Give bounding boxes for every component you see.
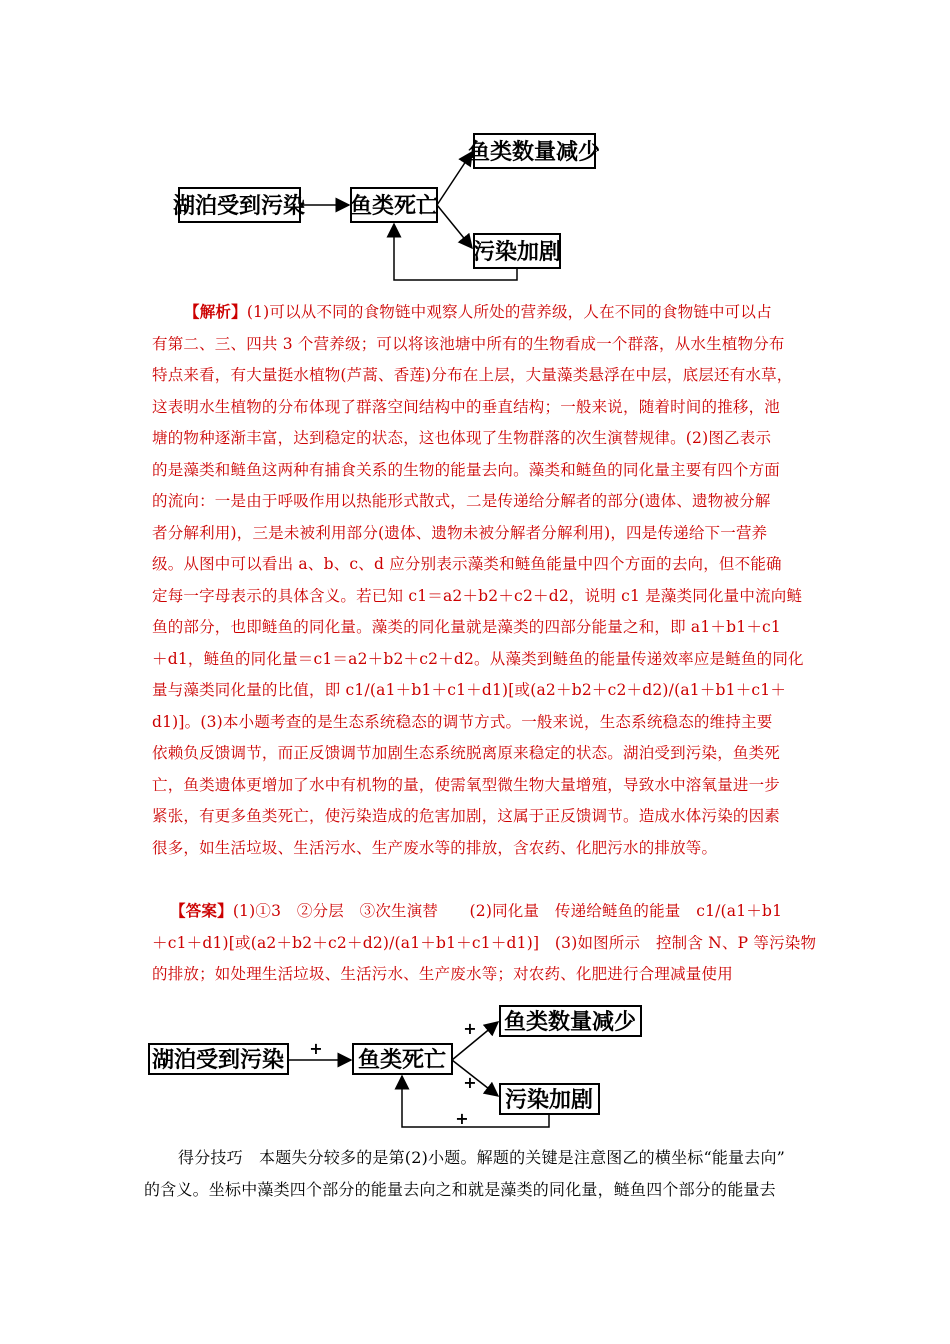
arrow-death-to-worse	[437, 205, 472, 248]
analysis-line-4: 塘的物种逐渐丰富，达到稳定的状态，这也体现了生物群落的次生演替规律。(2)图乙表示	[152, 429, 772, 447]
analysis-line-15: 亡，鱼类遗体更增加了水中有机物的量，使需氧型微生物大量增殖，导致水中溶氧量进一步	[152, 775, 781, 794]
box-pollution-worse-label: 污染加剧	[472, 239, 562, 265]
analysis-label: 【解析】	[184, 302, 247, 321]
plus-sign-2: +	[463, 1019, 477, 1038]
analysis-section	[152, 296, 832, 864]
box2-fish-death-label: 鱼类死亡	[357, 1047, 447, 1073]
box-fish-death	[350, 188, 438, 222]
box-fish-death-label: 鱼类死亡	[349, 193, 439, 219]
tips-line-0: 得分技巧 本题失分较多的是第(2)小题。解题的关键是注意图乙的横坐标“能量去向”	[178, 1148, 786, 1167]
analysis-line-11: ＋d1，鲢鱼的同化量＝c1＝a2＋b2＋c2＋d2。从藻类到鲢鱼的能量传递效率应是鲢鱼的同化	[152, 649, 804, 668]
box2-fish-decrease-label: 鱼类数量减少	[503, 1009, 637, 1035]
arrow-death-to-decrease	[437, 152, 472, 205]
plus-sign-3: +	[463, 1073, 477, 1092]
plus-sign-1: +	[309, 1039, 323, 1058]
box-lake-polluted	[173, 188, 305, 222]
analysis-line-12: 量与藻类同化量的比值，即 c1/(a1＋b1＋c1＋d1)[或(a2＋b2＋c2＋d2)/(a1＋b1＋c1＋	[152, 681, 787, 699]
box-fish-decrease	[468, 134, 600, 168]
box2-pollution-worse	[500, 1084, 599, 1114]
analysis-line-16: 紧张，有更多鱼类死亡，使污染造成的危害加剧，这属于正反馈调节。造成水体污染的因素	[152, 807, 781, 825]
box2-fish-decrease	[500, 1006, 641, 1036]
analysis-line-10: 鱼的部分，也即鲢鱼的同化量。藻类的同化量就是藻类的四部分能量之和，即 a1＋b1＋c1	[152, 618, 781, 636]
tips-section	[144, 1142, 834, 1205]
answer-label: 【答案】	[170, 901, 233, 920]
analysis-line-3: 这表明水生植物的分布体现了群落空间结构中的垂直结构；一般来说，随着时间的推移，池	[152, 397, 781, 416]
analysis-line-6: 的流向：一是由于呼吸作用以热能形式散式，二是传递给分解者的部分(遗体、遗物被分解	[152, 492, 771, 510]
analysis-line-13: d1)]。(3)本小题考查的是生态系统稳态的调节方式。一般来说，生态系统稳态的维持主要	[152, 712, 773, 731]
plus-sign-4: +	[455, 1109, 469, 1128]
analysis-line-0	[152, 296, 832, 329]
answer-section	[152, 895, 832, 991]
answer-line-0	[152, 895, 832, 928]
analysis-text-0: (1)可以从不同的食物链中观察人所处的营养级，人在不同的食物链中可以占	[246, 303, 772, 321]
box-fish-decrease-label: 鱼类数量减少	[467, 139, 601, 165]
answer-line-2: 的排放；如处理生活垃圾、生活污水、生产废水等；对农药、化肥进行合理减量使用	[152, 965, 733, 983]
box2-fish-death	[353, 1044, 452, 1074]
diagram-1	[170, 130, 610, 290]
analysis-line-2: 特点来看，有大量挺水植物(芦蒿、香莲)分布在上层，大量藻类悬浮在中层，底层还有水草，	[152, 366, 793, 384]
analysis-line-9: 定每一字母表示的具体含义。若已知 c1＝a2＋b2＋c2＋d2，说明 c1 是藻类同化量中流向鲢	[152, 586, 803, 605]
answer-text-0: (1)①3 ②分层 ③次生演替 (2)同化量 传递给鲢鱼的能量 c1/(a1＋b1	[232, 902, 783, 920]
analysis-line-5: 的是藻类和鲢鱼这两种有捕食关系的生物的能量去向。藻类和鲢鱼的同化量主要有四个方面	[152, 460, 781, 479]
box-pollution-worse	[473, 234, 561, 268]
box2-lake-polluted	[149, 1044, 288, 1074]
answer-line-1: ＋c1＋d1)[或(a2＋b2＋c2＋d2)/(a1＋b1＋c1＋d1)] (3)如图所示 控制含 N、P 等污染物	[152, 933, 817, 952]
analysis-line-8: 级。从图中可以看出 a、b、c、d 应分别表示藻类和鲢鱼能量中四个方面的去向，但不能确	[152, 555, 782, 573]
tips-line-1: 的含义。坐标中藻类四个部分的能量去向之和就是藻类的同化量，鲢鱼四个部分的能量去	[144, 1179, 776, 1199]
box2-lake-polluted-label: 湖泊受到污染	[151, 1047, 285, 1073]
box-lake-polluted-label: 湖泊受到污染	[172, 193, 306, 219]
analysis-line-17: 很多，如生活垃圾、生活污水、生产废水等的排放，含农药、化肥污水的排放等。	[152, 838, 718, 857]
analysis-line-7: 者分解利用)，三是未被利用部分(遗体、遗物未被分解者分解利用)，四是传递给下一营养	[152, 523, 768, 542]
analysis-line-14: 依赖负反馈调节，而正反馈调节加剧生态系统脱离原来稳定的状态。湖泊受到污染，鱼类死	[152, 744, 781, 762]
diagram-2	[140, 998, 660, 1138]
analysis-line-1: 有第二、三、四共 3 个营养级；可以将该池塘中所有的生物看成一个群落，从水生植物分布	[152, 334, 785, 353]
box2-pollution-worse-label: 污染加剧	[504, 1087, 594, 1113]
